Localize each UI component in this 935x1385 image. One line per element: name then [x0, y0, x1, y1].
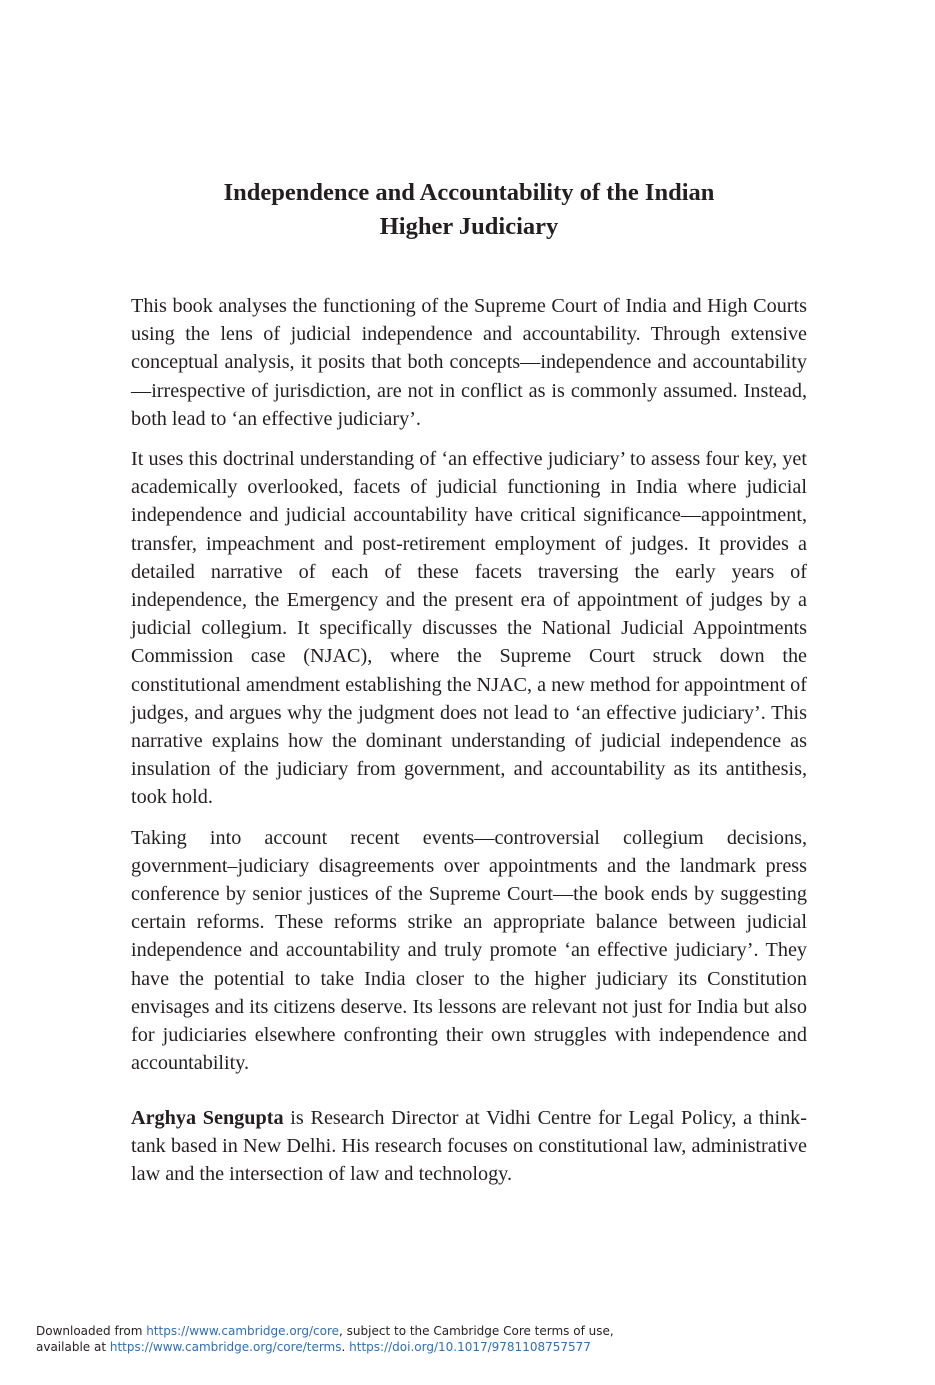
footer-line-1: [36, 1323, 916, 1339]
description-paragraph-2: It uses this doctrinal understanding of ‘an effective judiciary’ to assess four key, yet academically overlooked, facets of judicial functioning in India where judicial independence and judicial accountability have critical significance—appointment, transfer, impeachment and post-retirement employment of judges. It provides a detailed narrative of each of these facets traversing the early years of independence, the Emergency and the present era of appointment of judges by a judicial collegium. It specifically discusses the National Judicial Appointments Commission case (NJAC), where the Supreme Court struck down the constitutional amendment establishing the NJAC, a new method for appointment of judges, and argues why the judgment does not lead to ‘an effective judiciary’. This narrative explains how the dominant understanding of judicial independence as insulation of the judiciary from government, and accountability as its antithesis, took hold.: [131, 448, 807, 809]
title-line-2: Higher Judiciary: [379, 213, 559, 240]
author-bio-text: is Research Director at Vidhi Centre for Legal Policy, a think-tank based in New Delhi. His research focuses on constitutional law, administrative law and the intersection of law and technology.: [131, 1107, 807, 1186]
description-paragraph-3: Taking into account recent events—controversial collegium decisions, government–judiciary disagreements over appointments and the landmark press conference by senior justices of the Supreme Court—the book ends by suggesting certain reforms. These reforms strike an appropriate balance between judicial independence and accountability and truly promote ‘an effective judiciary’. They have the potential to take India closer to the higher judiciary its Constitution envisages and its citizens deserve. Its lessons are relevant not just for India but also for judiciaries elsewhere confronting their own struggles with independence and accountability.: [131, 826, 807, 1075]
doi-link[interactable]: https://doi.org/10.1017/9781108757577: [349, 1340, 591, 1354]
description-paragraph-1: This book analyses the functioning of the Supreme Court of India and High Courts using the lens of judicial independence and accountability. Through extensive conceptual analysis, it posits that both concepts—independence and accountability—irrespective of jurisdiction, are not in conflict as is commonly assumed. Instead, both lead to ‘an effective judiciary’.: [131, 295, 807, 430]
footer-downloaded-prefix: Downloaded from: [36, 1324, 147, 1338]
cambridge-terms-link[interactable]: https://www.cambridge.org/core/terms: [109, 1340, 342, 1354]
author-bio: [131, 1104, 807, 1189]
book-description: [131, 292, 807, 1089]
cambridge-core-link[interactable]: https://www.cambridge.org/core: [146, 1324, 340, 1338]
footer-line-2: [36, 1339, 916, 1355]
book-title: [131, 176, 807, 244]
title-line-1: Independence and Accountability of the Indian: [223, 179, 715, 206]
footer-terms-text: , subject to the Cambridge Core terms of use,: [339, 1324, 614, 1338]
footer-available-prefix: available at: [36, 1340, 110, 1354]
footer-separator: .: [341, 1340, 350, 1354]
download-footer: [36, 1323, 916, 1355]
author-name: Arghya Sengupta: [131, 1107, 284, 1129]
